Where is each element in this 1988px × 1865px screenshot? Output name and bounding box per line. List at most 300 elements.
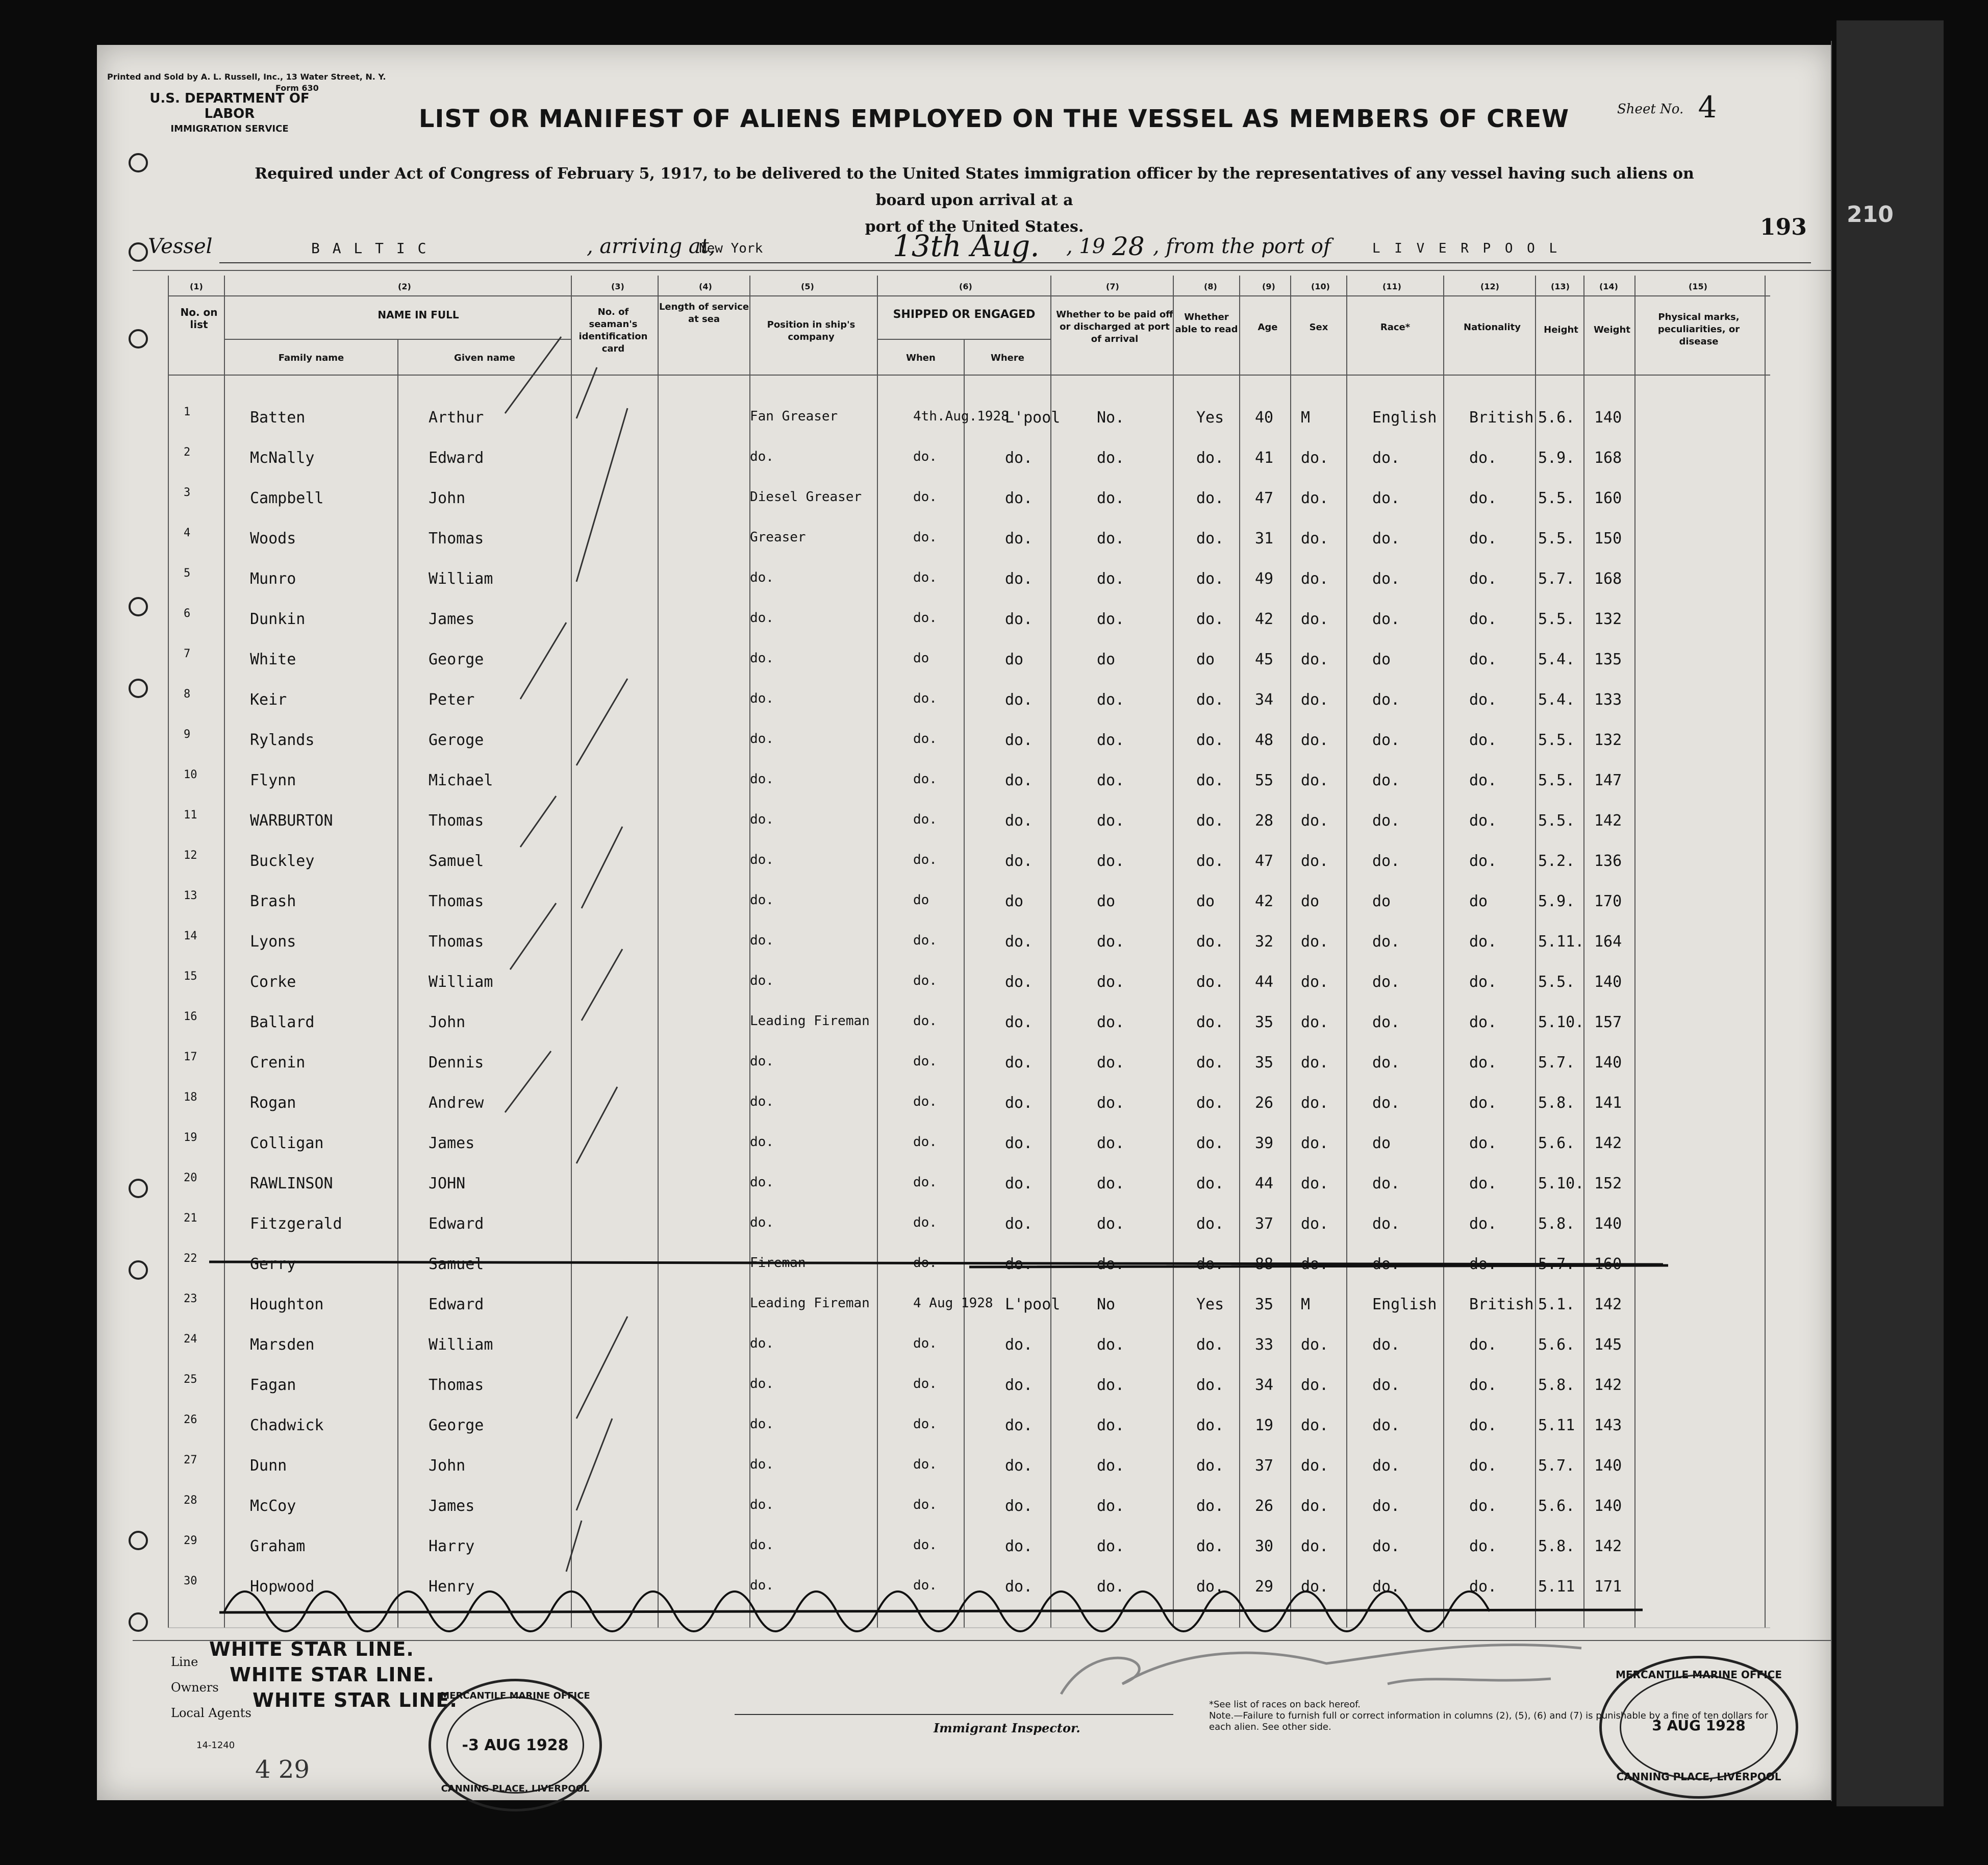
crew-row bbox=[0, 602, 1622, 643]
cell-sex: do. bbox=[1301, 691, 1329, 709]
mercantile-marine-seal-right bbox=[1599, 1656, 1798, 1799]
header-name: NAME IN FULL bbox=[378, 309, 459, 321]
cell-given-name: James bbox=[429, 1134, 475, 1152]
cell-row-number: 23 bbox=[184, 1292, 197, 1305]
cell-row-number: 2 bbox=[184, 446, 191, 459]
subtitle-line-1: Required under Act of Congress of February 5, 1917, to be delivered to the United States immigration officer by the representatives of any vessel having such aliens on board upon arrival at a bbox=[255, 165, 1694, 209]
cell-able-to-read: do. bbox=[1196, 852, 1224, 870]
arrival-year: 28 bbox=[1112, 232, 1145, 261]
header-given-name: Given name bbox=[454, 353, 515, 363]
cell-height: 5.7. bbox=[1538, 1255, 1575, 1273]
cell-weight: 135 bbox=[1594, 651, 1622, 668]
cell-age: 34 bbox=[1255, 691, 1274, 709]
cell-height: 5.2. bbox=[1538, 852, 1575, 870]
cell-sex: M bbox=[1301, 409, 1311, 427]
crew-row bbox=[0, 642, 1622, 683]
cell-nationality: do. bbox=[1469, 691, 1497, 709]
cell-paid-off: do. bbox=[1097, 852, 1125, 870]
cell-sex: do. bbox=[1301, 1376, 1329, 1394]
cell-family-name: Ballard bbox=[250, 1013, 315, 1031]
cell-nationality: do. bbox=[1469, 651, 1497, 668]
cell-nationality: do. bbox=[1469, 852, 1497, 870]
cell-race: English bbox=[1372, 1296, 1437, 1313]
cell-shipped-when: do. bbox=[913, 1134, 937, 1150]
cell-family-name: Fitzgerald bbox=[250, 1215, 342, 1233]
cell-weight: 140 bbox=[1594, 973, 1622, 991]
cell-row-number: 14 bbox=[184, 930, 197, 942]
seal-left-bottom: CANNING PLACE, LIVERPOOL bbox=[441, 1783, 590, 1794]
handwritten-reference: 4 29 bbox=[255, 1755, 310, 1784]
cell-able-to-read: do. bbox=[1196, 1376, 1224, 1394]
cell-age: 34 bbox=[1255, 1376, 1274, 1394]
cell-age: 55 bbox=[1255, 772, 1274, 789]
cell-given-name: Samuel bbox=[429, 1255, 484, 1273]
cell-height: 5.5. bbox=[1538, 489, 1575, 507]
cell-sex: do bbox=[1301, 892, 1320, 910]
cell-nationality: do. bbox=[1469, 1175, 1497, 1192]
cell-shipped-when: do bbox=[913, 651, 929, 666]
cell-race: do. bbox=[1372, 731, 1400, 749]
col-number-2: (2) bbox=[398, 282, 411, 291]
cell-nationality: do. bbox=[1469, 1215, 1497, 1233]
header-id-card: No. of seaman's identification card bbox=[578, 307, 648, 354]
cell-shipped-where: L'pool bbox=[1005, 1296, 1061, 1313]
arrival-port: New York bbox=[699, 241, 763, 256]
cell-shipped-where: do bbox=[1005, 892, 1024, 910]
header-where: Where bbox=[991, 353, 1024, 363]
cell-able-to-read: do. bbox=[1196, 1578, 1224, 1596]
cell-row-number: 17 bbox=[184, 1051, 197, 1063]
penalty-note: Note.—Failure to furnish full or correct information in columns (2), (5), (6) and (7) is punishable by a fine of ten dollars for each alien. See other side. bbox=[1209, 1710, 1768, 1732]
header-no: No. on list bbox=[180, 306, 218, 331]
seal-left-top: MERCANTILE MARINE OFFICE bbox=[440, 1690, 590, 1701]
cell-position: do. bbox=[750, 651, 774, 666]
cell-shipped-where: do. bbox=[1005, 1537, 1033, 1555]
cell-height: 5.5. bbox=[1538, 731, 1575, 749]
cell-family-name: Rogan bbox=[250, 1094, 296, 1112]
cell-age: 88 bbox=[1255, 1255, 1274, 1273]
cell-weight: 143 bbox=[1594, 1416, 1622, 1434]
cell-family-name: Marsden bbox=[250, 1336, 315, 1354]
cell-shipped-when: do. bbox=[913, 691, 937, 706]
cell-height: 5.7. bbox=[1538, 570, 1575, 588]
cell-given-name: Andrew bbox=[429, 1094, 484, 1112]
cell-shipped-where: do. bbox=[1005, 852, 1033, 870]
cell-weight: 132 bbox=[1594, 610, 1622, 628]
cell-family-name: Batten bbox=[250, 409, 306, 427]
cell-weight: 150 bbox=[1594, 530, 1622, 548]
cell-paid-off: do. bbox=[1097, 1175, 1125, 1192]
cell-able-to-read: do. bbox=[1196, 449, 1224, 467]
cell-shipped-when: do bbox=[913, 892, 929, 908]
cell-height: 5.7. bbox=[1538, 1457, 1575, 1475]
cell-nationality: do. bbox=[1469, 812, 1497, 830]
cell-position: do. bbox=[750, 812, 774, 827]
cell-given-name: George bbox=[429, 1416, 484, 1434]
cell-row-number: 15 bbox=[184, 970, 197, 983]
cell-paid-off: do. bbox=[1097, 1215, 1125, 1233]
cell-able-to-read: do. bbox=[1196, 772, 1224, 789]
cell-given-name: Michael bbox=[429, 772, 493, 789]
department-name: U.S. DEPARTMENT OF LABOR bbox=[149, 91, 310, 121]
cell-shipped-when: do. bbox=[913, 852, 937, 867]
col-number-13: (13) bbox=[1551, 282, 1570, 291]
cell-position: do. bbox=[750, 973, 774, 988]
form-reference: 14-1240 bbox=[196, 1740, 235, 1751]
cell-family-name: WARBURTON bbox=[250, 812, 333, 830]
cell-paid-off: do. bbox=[1097, 1497, 1125, 1515]
cell-shipped-where: L'pool bbox=[1005, 409, 1061, 427]
crew-row bbox=[0, 763, 1622, 804]
cell-paid-off: do. bbox=[1097, 610, 1125, 628]
cell-position: do. bbox=[750, 933, 774, 948]
crew-row bbox=[0, 1529, 1622, 1570]
cell-position: do. bbox=[750, 1054, 774, 1069]
header-weight: Weight bbox=[1594, 325, 1630, 335]
cell-sex: do. bbox=[1301, 610, 1329, 628]
cell-row-number: 18 bbox=[184, 1091, 197, 1104]
cell-position: do. bbox=[750, 1336, 774, 1351]
cell-shipped-when: do. bbox=[913, 489, 937, 505]
cell-shipped-where: do. bbox=[1005, 1336, 1033, 1354]
crew-row bbox=[0, 1408, 1622, 1449]
cell-race: do bbox=[1372, 651, 1391, 668]
cell-row-number: 19 bbox=[184, 1131, 197, 1144]
cell-shipped-where: do. bbox=[1005, 772, 1033, 789]
cell-given-name: Thomas bbox=[429, 1376, 484, 1394]
cell-row-number: 8 bbox=[184, 688, 191, 701]
col-number-10: (10) bbox=[1311, 282, 1330, 291]
cell-shipped-when: do. bbox=[913, 772, 937, 787]
cell-nationality: do. bbox=[1469, 973, 1497, 991]
inspector-label: Immigrant Inspector. bbox=[934, 1721, 1080, 1735]
cell-family-name: Flynn bbox=[250, 772, 296, 789]
cell-shipped-when: 4th.Aug.1928 bbox=[913, 409, 1009, 424]
cell-sex: do. bbox=[1301, 1537, 1329, 1555]
crew-row bbox=[0, 521, 1622, 562]
cell-nationality: do. bbox=[1469, 1578, 1497, 1596]
cell-age: 45 bbox=[1255, 651, 1274, 668]
crew-row bbox=[0, 562, 1622, 603]
cell-family-name: Graham bbox=[250, 1537, 306, 1555]
cell-race: do. bbox=[1372, 610, 1400, 628]
cell-able-to-read: do. bbox=[1196, 933, 1224, 951]
cell-shipped-where: do. bbox=[1005, 1416, 1033, 1434]
cell-shipped-where: do. bbox=[1005, 1578, 1033, 1596]
cell-height: 5.9. bbox=[1538, 449, 1575, 467]
cell-shipped-where: do bbox=[1005, 651, 1024, 668]
cell-height: 5.8. bbox=[1538, 1215, 1575, 1233]
cell-able-to-read: do. bbox=[1196, 610, 1224, 628]
cell-age: 42 bbox=[1255, 610, 1274, 628]
cell-row-number: 4 bbox=[184, 527, 191, 539]
cell-age: 30 bbox=[1255, 1537, 1274, 1555]
seal-right-date: 3 AUG 1928 bbox=[1652, 1717, 1746, 1734]
cell-family-name: Munro bbox=[250, 570, 296, 588]
col-number-14: (14) bbox=[1599, 282, 1618, 291]
cell-height: 5.6. bbox=[1538, 1497, 1575, 1515]
cell-row-number: 28 bbox=[184, 1494, 197, 1507]
crew-row bbox=[0, 1166, 1622, 1207]
owners-label: Owners bbox=[171, 1680, 219, 1695]
cell-sex: do. bbox=[1301, 449, 1329, 467]
cell-paid-off: do. bbox=[1097, 1457, 1125, 1475]
cell-able-to-read: do. bbox=[1196, 731, 1224, 749]
cell-position: do. bbox=[750, 610, 774, 626]
cell-shipped-where: do. bbox=[1005, 1094, 1033, 1112]
cell-given-name: George bbox=[429, 651, 484, 668]
cell-given-name: William bbox=[429, 570, 493, 588]
cell-shipped-where: do. bbox=[1005, 1054, 1033, 1072]
cell-race: do. bbox=[1372, 1054, 1400, 1072]
cell-paid-off: do. bbox=[1097, 1134, 1125, 1152]
page-title: LIST OR MANIFEST OF ALIENS EMPLOYED ON THE VESSEL AS MEMBERS OF CREW bbox=[418, 105, 1570, 133]
cell-race: do bbox=[1372, 892, 1391, 910]
cell-able-to-read: do. bbox=[1196, 1416, 1224, 1434]
cell-given-name: Peter bbox=[429, 691, 475, 709]
cell-row-number: 3 bbox=[184, 486, 191, 499]
cell-nationality: do. bbox=[1469, 570, 1497, 588]
cell-race: do. bbox=[1372, 1376, 1400, 1394]
cell-height: 5.11. bbox=[1538, 933, 1584, 951]
cell-position: do. bbox=[750, 1537, 774, 1553]
cell-paid-off: do. bbox=[1097, 1094, 1125, 1112]
cell-nationality: do. bbox=[1469, 1537, 1497, 1555]
printer-line: Printed and Sold by A. L. Russell, Inc., 13 Water Street, N. Y. bbox=[107, 72, 386, 82]
cell-family-name: Houghton bbox=[250, 1296, 324, 1313]
cell-height: 5.10. bbox=[1538, 1013, 1584, 1031]
cell-paid-off: do. bbox=[1097, 1255, 1125, 1273]
cell-given-name: Thomas bbox=[429, 933, 484, 951]
cell-shipped-where: do. bbox=[1005, 933, 1033, 951]
cell-given-name: Harry bbox=[429, 1537, 475, 1555]
col-number-15: (15) bbox=[1689, 282, 1707, 291]
cell-nationality: do. bbox=[1469, 530, 1497, 548]
cell-sex: M bbox=[1301, 1296, 1311, 1313]
cell-shipped-where: do. bbox=[1005, 1376, 1033, 1394]
cell-age: 29 bbox=[1255, 1578, 1274, 1596]
binder-hole bbox=[129, 329, 148, 349]
cell-paid-off: do. bbox=[1097, 1054, 1125, 1072]
crew-row bbox=[0, 1247, 1622, 1288]
cell-weight: 168 bbox=[1594, 449, 1622, 467]
crew-row bbox=[0, 965, 1622, 1006]
cell-nationality: do. bbox=[1469, 1336, 1497, 1354]
cell-sex: do. bbox=[1301, 1134, 1329, 1152]
cell-given-name: Samuel bbox=[429, 852, 484, 870]
cell-given-name: Thomas bbox=[429, 530, 484, 548]
cell-given-name: James bbox=[429, 610, 475, 628]
crew-row bbox=[0, 1570, 1622, 1610]
cell-height: 5.8. bbox=[1538, 1376, 1575, 1394]
cell-position: do. bbox=[750, 1175, 774, 1190]
crew-row bbox=[0, 804, 1622, 844]
cell-shipped-where: do. bbox=[1005, 1134, 1033, 1152]
header-race: Race* bbox=[1380, 322, 1411, 333]
header-shipped: SHIPPED OR ENGAGED bbox=[893, 308, 1036, 321]
crew-row bbox=[0, 1287, 1622, 1328]
cell-shipped-when: do. bbox=[913, 1497, 937, 1512]
cell-race: do. bbox=[1372, 570, 1400, 588]
cell-age: 35 bbox=[1255, 1296, 1274, 1313]
cell-shipped-where: do. bbox=[1005, 570, 1033, 588]
service-name: IMMIGRATION SERVICE bbox=[170, 123, 289, 134]
cell-age: 33 bbox=[1255, 1336, 1274, 1354]
cell-family-name: Buckley bbox=[250, 852, 315, 870]
cell-shipped-when: do. bbox=[913, 1054, 937, 1069]
cell-weight: 147 bbox=[1594, 772, 1622, 789]
vessel-name: B A L T I C bbox=[311, 240, 429, 257]
cell-position: do. bbox=[750, 1134, 774, 1150]
cell-age: 39 bbox=[1255, 1134, 1274, 1152]
cell-position: do. bbox=[750, 1497, 774, 1512]
cell-sex: do. bbox=[1301, 530, 1329, 548]
col-number-5: (5) bbox=[801, 282, 814, 291]
cell-able-to-read: do. bbox=[1196, 1336, 1224, 1354]
cell-shipped-when: do. bbox=[913, 610, 937, 626]
cell-given-name: Arthur bbox=[429, 409, 484, 427]
cell-age: 32 bbox=[1255, 933, 1274, 951]
cell-height: 5.5. bbox=[1538, 610, 1575, 628]
cell-race: do. bbox=[1372, 1175, 1400, 1192]
cell-given-name: Edward bbox=[429, 1215, 484, 1233]
cell-able-to-read: do. bbox=[1196, 691, 1224, 709]
cell-shipped-where: do. bbox=[1005, 691, 1033, 709]
cell-nationality: do. bbox=[1469, 489, 1497, 507]
cell-family-name: Gerry bbox=[250, 1255, 296, 1273]
cell-race: do. bbox=[1372, 691, 1400, 709]
cell-paid-off: do. bbox=[1097, 812, 1125, 830]
crew-row bbox=[0, 844, 1622, 885]
header-when: When bbox=[906, 353, 936, 363]
cell-nationality: do. bbox=[1469, 1255, 1497, 1273]
cell-able-to-read: Yes bbox=[1196, 1296, 1224, 1313]
cell-race: do. bbox=[1372, 1416, 1400, 1434]
crew-row bbox=[0, 723, 1622, 764]
seal-left-date: -3 AUG 1928 bbox=[462, 1736, 569, 1754]
cell-age: 42 bbox=[1255, 892, 1274, 910]
cell-race: do. bbox=[1372, 449, 1400, 467]
crew-row bbox=[0, 1086, 1622, 1127]
adjacent-page-number: 210 bbox=[1847, 202, 1894, 228]
cell-position: do. bbox=[750, 449, 774, 464]
cell-able-to-read: do. bbox=[1196, 1134, 1224, 1152]
cell-sex: do. bbox=[1301, 933, 1329, 951]
cell-race: do bbox=[1372, 1134, 1391, 1152]
cell-row-number: 6 bbox=[184, 607, 191, 620]
cell-paid-off: do bbox=[1097, 651, 1116, 668]
cell-given-name: Dennis bbox=[429, 1054, 484, 1072]
cell-age: 37 bbox=[1255, 1457, 1274, 1475]
cell-shipped-where: do. bbox=[1005, 1215, 1033, 1233]
cell-weight: 140 bbox=[1594, 1457, 1622, 1475]
cell-sex: do. bbox=[1301, 973, 1329, 991]
cell-paid-off: do. bbox=[1097, 691, 1125, 709]
cell-shipped-when: do. bbox=[913, 570, 937, 585]
cell-able-to-read: do. bbox=[1196, 1457, 1224, 1475]
cell-paid-off: do bbox=[1097, 892, 1116, 910]
cell-weight: 142 bbox=[1594, 812, 1622, 830]
cell-shipped-when: do. bbox=[913, 1013, 937, 1029]
col-number-9: (9) bbox=[1262, 282, 1275, 291]
header-length-service: Length of service at sea bbox=[659, 302, 749, 325]
cell-weight: 145 bbox=[1594, 1336, 1622, 1354]
binder-hole bbox=[129, 1612, 148, 1632]
cell-position: do. bbox=[750, 731, 774, 747]
cell-row-number: 10 bbox=[184, 768, 197, 781]
cell-shipped-when: do. bbox=[913, 1537, 937, 1553]
cell-sex: do. bbox=[1301, 812, 1329, 830]
cell-given-name: Edward bbox=[429, 449, 484, 467]
cell-weight: 141 bbox=[1594, 1094, 1622, 1112]
col-number-7: (7) bbox=[1106, 282, 1119, 291]
seal-right-top: MERCANTILE MARINE OFFICE bbox=[1615, 1669, 1782, 1681]
cell-family-name: Crenin bbox=[250, 1054, 306, 1072]
cell-position: do. bbox=[750, 570, 774, 585]
cell-race: do. bbox=[1372, 812, 1400, 830]
cell-position: Fan Greaser bbox=[750, 409, 838, 424]
line-label: Line bbox=[171, 1655, 198, 1669]
cell-nationality: do. bbox=[1469, 731, 1497, 749]
cell-nationality: do bbox=[1469, 892, 1488, 910]
cell-sex: do. bbox=[1301, 852, 1329, 870]
cell-weight: 142 bbox=[1594, 1376, 1622, 1394]
cell-given-name: John bbox=[429, 1013, 466, 1031]
cell-row-number: 9 bbox=[184, 728, 191, 741]
cell-weight: 157 bbox=[1594, 1013, 1622, 1031]
cell-position: Diesel Greaser bbox=[750, 489, 862, 505]
cell-row-number: 1 bbox=[184, 406, 191, 418]
header-position: Position in ship's company bbox=[767, 319, 855, 342]
cell-able-to-read: do bbox=[1196, 892, 1215, 910]
owners-value: WHITE STAR LINE. bbox=[230, 1663, 435, 1686]
cell-position: do. bbox=[750, 1376, 774, 1391]
cell-age: 19 bbox=[1255, 1416, 1274, 1434]
cell-race: do. bbox=[1372, 1215, 1400, 1233]
cell-paid-off: do. bbox=[1097, 1376, 1125, 1394]
header-physical-marks: Physical marks, peculiarities, or disease bbox=[1657, 312, 1740, 347]
cell-given-name: Henry bbox=[429, 1578, 475, 1596]
cell-race: do. bbox=[1372, 1578, 1400, 1596]
cell-age: 26 bbox=[1255, 1497, 1274, 1515]
local-agents-label: Local Agents bbox=[171, 1706, 251, 1720]
cell-paid-off: do. bbox=[1097, 933, 1125, 951]
crew-row bbox=[0, 1046, 1622, 1086]
cell-age: 40 bbox=[1255, 409, 1274, 427]
cell-shipped-where: do. bbox=[1005, 610, 1033, 628]
cell-paid-off: do. bbox=[1097, 530, 1125, 548]
cell-position: do. bbox=[750, 691, 774, 706]
cell-family-name: Brash bbox=[250, 892, 296, 910]
cell-position: do. bbox=[750, 892, 774, 908]
arrival-date: 13th Aug. bbox=[893, 229, 1040, 263]
year-prefix: , 19 bbox=[1066, 235, 1105, 258]
cell-height: 5.6. bbox=[1538, 409, 1575, 427]
cell-family-name: Fagan bbox=[250, 1376, 296, 1394]
cell-nationality: do. bbox=[1469, 1054, 1497, 1072]
cell-weight: 142 bbox=[1594, 1537, 1622, 1555]
crew-row bbox=[0, 401, 1622, 441]
cell-row-number: 26 bbox=[184, 1413, 197, 1426]
cell-nationality: do. bbox=[1469, 1416, 1497, 1434]
cell-shipped-when: do. bbox=[913, 1255, 937, 1271]
cell-nationality: do. bbox=[1469, 1376, 1497, 1394]
crew-row bbox=[0, 1328, 1622, 1369]
cell-shipped-when: do. bbox=[913, 1336, 937, 1351]
vessel-label: Vessel bbox=[148, 235, 213, 258]
cell-weight: 164 bbox=[1594, 933, 1622, 951]
subtitle-line-2: port of the United States. bbox=[865, 218, 1084, 236]
